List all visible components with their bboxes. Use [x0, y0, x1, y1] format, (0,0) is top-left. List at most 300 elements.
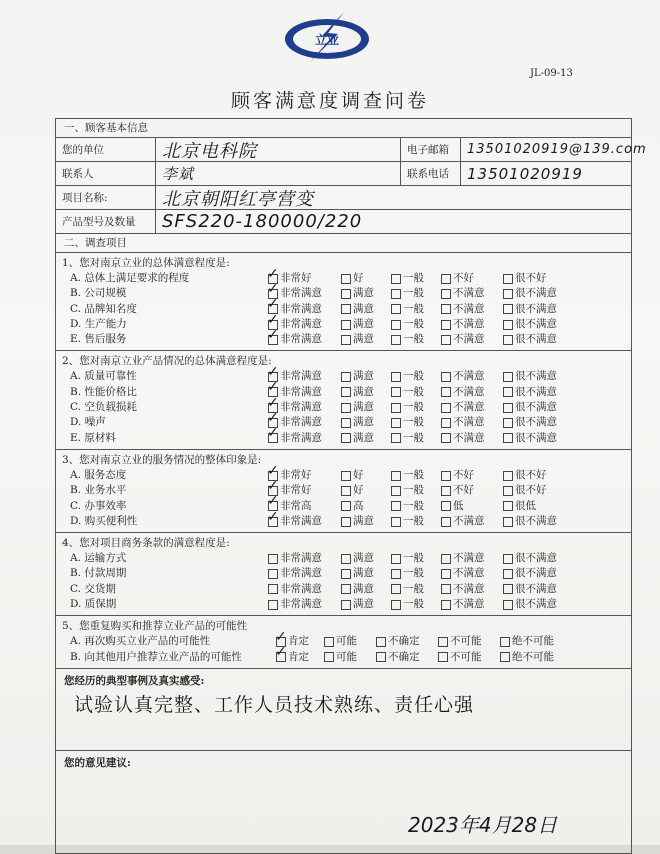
option-label: 非常满意 [280, 333, 322, 346]
suggestion-block [56, 751, 631, 853]
empty-box-icon [391, 320, 401, 330]
option-checkbox[interactable] [500, 634, 560, 649]
question-item [62, 582, 631, 597]
option-checkbox[interactable] [341, 566, 391, 581]
option-checkbox[interactable] [268, 286, 341, 301]
question-1 [56, 253, 631, 351]
question-title: 1、您对南京立业的总体满意程度是: [62, 257, 230, 269]
empty-box-icon [268, 600, 278, 610]
option-label: 非常满意 [280, 287, 322, 300]
option-label: 一般 [403, 416, 424, 429]
empty-box-icon [341, 486, 351, 496]
option-label: 绝不可能 [512, 650, 554, 663]
signature-date: 2023年4月28日 [408, 812, 558, 837]
item-label: A. 服务态度 [70, 468, 127, 481]
option-checkbox[interactable] [441, 400, 503, 415]
option-checkbox[interactable] [391, 483, 441, 498]
question-title: 4、您对项目商务条款的满意程度是: [62, 537, 230, 550]
empty-box-icon [441, 274, 451, 284]
empty-box-icon [324, 652, 334, 662]
model-value: SFS220-180000/220 [162, 211, 363, 232]
option-label: 好 [353, 484, 364, 497]
option-checkbox[interactable] [438, 634, 500, 649]
option-checkbox[interactable] [503, 385, 573, 400]
unit-field[interactable] [156, 138, 401, 161]
option-label: 很不满意 [515, 401, 557, 414]
empty-box-icon [341, 387, 351, 397]
option-checkbox[interactable] [268, 514, 341, 529]
option-checkbox[interactable] [441, 415, 503, 430]
option-checkbox[interactable] [503, 514, 573, 529]
empty-box-icon [268, 584, 278, 594]
option-checkbox[interactable] [341, 415, 391, 430]
option-checkbox[interactable] [441, 551, 503, 566]
option-checkbox[interactable] [441, 332, 503, 347]
empty-box-icon [441, 584, 451, 594]
empty-box-icon [391, 486, 401, 496]
empty-box-icon [391, 403, 401, 413]
empty-box-icon [441, 289, 451, 299]
option-checkbox[interactable] [341, 468, 391, 483]
question-item [62, 332, 631, 347]
option-label: 很不满意 [515, 582, 557, 595]
empty-box-icon [324, 637, 334, 647]
item-label: D. 质保期 [70, 598, 117, 611]
item-label: B. 公司规模 [70, 287, 127, 300]
option-label: 很不满意 [515, 317, 557, 330]
option-label: 满意 [353, 416, 374, 429]
empty-box-icon [503, 418, 513, 428]
suggestion-label: 您的意见建议: [64, 756, 131, 769]
empty-box-icon [503, 335, 513, 345]
option-checkbox[interactable] [268, 483, 341, 498]
empty-box-icon [503, 387, 513, 397]
option-checkbox[interactable] [341, 431, 391, 446]
option-label: 满意 [353, 287, 374, 300]
option-checkbox[interactable] [341, 514, 391, 529]
option-label: 不满意 [453, 302, 485, 315]
question-4 [56, 533, 631, 616]
option-checkbox[interactable] [441, 499, 503, 514]
option-label: 很不满意 [515, 598, 557, 611]
option-checkbox[interactable] [441, 514, 503, 529]
model-field[interactable] [156, 210, 631, 233]
empty-box-icon [441, 387, 451, 397]
item-label: A. 质量可靠性 [70, 370, 137, 383]
empty-box-icon [341, 320, 351, 330]
question-item [62, 514, 631, 529]
option-checkbox[interactable] [441, 317, 503, 332]
empty-box-icon [268, 554, 278, 564]
option-label: 不好 [453, 468, 474, 481]
option-checkbox[interactable] [441, 431, 503, 446]
item-label: A. 运输方式 [70, 552, 127, 565]
option-checkbox[interactable] [341, 400, 391, 415]
option-label: 不满意 [453, 385, 485, 398]
option-checkbox[interactable] [268, 582, 341, 597]
option-checkbox[interactable] [503, 415, 573, 430]
empty-box-icon [391, 289, 401, 299]
option-label: 好 [353, 468, 364, 481]
option-checkbox[interactable] [441, 582, 503, 597]
option-label: 非常满意 [280, 567, 322, 580]
option-checkbox[interactable] [503, 597, 573, 612]
option-label: 一般 [403, 385, 424, 398]
option-checkbox[interactable] [391, 332, 441, 347]
option-checkbox[interactable] [341, 483, 391, 498]
option-checkbox[interactable] [341, 597, 391, 612]
option-checkbox[interactable] [268, 431, 341, 446]
empty-box-icon [391, 554, 401, 564]
option-checkbox[interactable] [503, 483, 573, 498]
empty-box-icon [341, 584, 351, 594]
option-checkbox[interactable] [500, 650, 560, 665]
project-value: 北京朝阳红亭营变 [162, 188, 314, 210]
option-checkbox[interactable] [441, 566, 503, 581]
checked-box-icon [268, 433, 278, 443]
option-label: 一般 [403, 514, 424, 527]
option-checkbox[interactable] [268, 499, 341, 514]
empty-box-icon [503, 600, 513, 610]
option-label: 很不满意 [515, 514, 557, 527]
option-checkbox[interactable] [324, 650, 376, 665]
option-checkbox[interactable] [503, 317, 573, 332]
question-item [62, 369, 631, 384]
option-checkbox[interactable] [441, 385, 503, 400]
option-checkbox[interactable] [503, 400, 573, 415]
option-checkbox[interactable] [391, 400, 441, 415]
option-checkbox[interactable] [341, 582, 391, 597]
empty-box-icon [341, 403, 351, 413]
option-checkbox[interactable] [391, 514, 441, 529]
option-label: 一般 [403, 484, 424, 497]
item-label: C. 空负载损耗 [70, 401, 137, 414]
option-checkbox[interactable] [441, 468, 503, 483]
empty-box-icon [441, 418, 451, 428]
option-label: 很低 [515, 499, 536, 512]
option-label: 一般 [403, 272, 424, 284]
option-label: 一般 [403, 499, 424, 512]
option-checkbox[interactable] [268, 271, 341, 286]
empty-box-icon [391, 569, 401, 579]
option-checkbox[interactable] [503, 302, 573, 317]
empty-box-icon [503, 501, 513, 511]
item-label: D. 购买便利性 [70, 514, 138, 527]
option-label: 不满意 [453, 317, 485, 330]
question-item [62, 385, 631, 400]
question-title: 5、您重复购买和推荐立业产品的可能性 [62, 620, 248, 633]
option-label: 可能 [336, 635, 357, 648]
item-label: C. 交货期 [70, 582, 116, 595]
empty-box-icon [341, 501, 351, 511]
option-label: 非常好 [280, 468, 312, 481]
item-label: B. 向其他用户推荐立业产品的可能性 [70, 650, 242, 663]
question-2 [56, 351, 631, 449]
option-checkbox[interactable] [391, 302, 441, 317]
option-label: 不可能 [450, 635, 482, 648]
option-checkbox[interactable] [391, 551, 441, 566]
question-item [62, 499, 631, 514]
question-title: 3、您对南京立业的服务情况的整体印象是: [62, 453, 262, 466]
option-label: 很不好 [515, 272, 547, 284]
contact-field[interactable] [156, 162, 401, 185]
option-label: 不好 [453, 272, 474, 284]
empty-box-icon [441, 517, 451, 527]
option-checkbox[interactable] [391, 286, 441, 301]
empty-box-icon [441, 501, 451, 511]
option-checkbox[interactable] [341, 332, 391, 347]
email-value: 13501020919@139.com [467, 142, 647, 157]
model-label: 产品型号及数量 [56, 210, 156, 233]
option-label: 非常满意 [280, 598, 322, 611]
option-label: 满意 [353, 401, 374, 414]
option-checkbox[interactable] [503, 566, 573, 581]
option-label: 满意 [353, 598, 374, 611]
logo-text: 立业 [314, 33, 340, 47]
option-label: 很不好 [515, 468, 547, 481]
option-label: 不确定 [388, 650, 420, 663]
option-label: 一般 [403, 582, 424, 595]
empty-box-icon [391, 471, 401, 481]
empty-box-icon [500, 652, 510, 662]
option-label: 很不满意 [515, 552, 557, 565]
item-label: A. 总体上满足要求的程度 [70, 272, 190, 284]
option-checkbox[interactable] [391, 415, 441, 430]
option-label: 满意 [353, 431, 374, 444]
option-label: 非常好 [280, 272, 312, 284]
option-checkbox[interactable] [341, 499, 391, 514]
empty-box-icon [376, 652, 386, 662]
option-checkbox[interactable] [268, 400, 341, 415]
option-label: 非常高 [280, 499, 312, 512]
company-logo [282, 12, 372, 62]
option-checkbox[interactable] [341, 369, 391, 384]
option-label: 不满意 [453, 598, 485, 611]
option-label: 一般 [403, 370, 424, 383]
option-checkbox[interactable] [503, 431, 573, 446]
item-label: B. 业务水平 [70, 484, 127, 497]
option-checkbox[interactable] [503, 332, 573, 347]
option-label: 不满意 [453, 567, 485, 580]
option-checkbox[interactable] [391, 369, 441, 384]
option-label: 一般 [403, 468, 424, 481]
option-checkbox[interactable] [391, 468, 441, 483]
option-checkbox[interactable] [268, 415, 341, 430]
option-checkbox[interactable] [268, 468, 341, 483]
option-checkbox[interactable] [276, 650, 324, 665]
option-label: 很不满意 [515, 287, 557, 300]
option-checkbox[interactable] [503, 271, 573, 286]
option-label: 一般 [403, 287, 424, 300]
checked-box-icon [268, 335, 278, 345]
option-label: 不满意 [453, 416, 485, 429]
option-label: 非常满意 [280, 552, 322, 565]
empty-box-icon [503, 517, 513, 527]
empty-box-icon [268, 569, 278, 579]
option-checkbox[interactable] [341, 286, 391, 301]
option-checkbox[interactable] [341, 302, 391, 317]
option-checkbox[interactable] [391, 597, 441, 612]
experience-label: 您经历的典型事例及真实感受: [64, 674, 205, 687]
experience-value[interactable]: 试验认真完整、工作人员技术熟练、责任心强 [74, 693, 475, 716]
option-checkbox[interactable] [503, 582, 573, 597]
empty-box-icon [391, 274, 401, 284]
option-checkbox[interactable] [324, 634, 376, 649]
option-label: 满意 [353, 370, 374, 383]
option-checkbox[interactable] [341, 551, 391, 566]
option-label: 一般 [403, 401, 424, 414]
option-checkbox[interactable] [503, 499, 573, 514]
option-label: 满意 [353, 333, 374, 346]
question-item [62, 302, 631, 317]
empty-box-icon [441, 554, 451, 564]
section-survey: 二、调查项目 [56, 234, 631, 253]
option-label: 不满意 [453, 582, 485, 595]
contact-value: 李斌 [162, 165, 195, 183]
empty-box-icon [341, 517, 351, 527]
empty-box-icon [391, 387, 401, 397]
option-checkbox[interactable] [441, 286, 503, 301]
empty-box-icon [441, 433, 451, 443]
empty-box-icon [503, 486, 513, 496]
option-checkbox[interactable] [391, 385, 441, 400]
empty-box-icon [503, 584, 513, 594]
option-checkbox[interactable] [503, 369, 573, 384]
option-label: 非常满意 [280, 416, 322, 429]
phone-field[interactable] [461, 162, 631, 185]
option-checkbox[interactable] [268, 566, 341, 581]
empty-box-icon [438, 652, 448, 662]
empty-box-icon [503, 554, 513, 564]
empty-box-icon [441, 320, 451, 330]
option-label: 满意 [353, 302, 374, 315]
item-label: C. 品牌知名度 [70, 302, 137, 315]
empty-box-icon [503, 320, 513, 330]
empty-box-icon [441, 486, 451, 496]
item-label: E. 售后服务 [70, 333, 127, 346]
option-checkbox[interactable] [268, 597, 341, 612]
empty-box-icon [341, 418, 351, 428]
option-checkbox[interactable] [341, 271, 391, 286]
project-field[interactable] [156, 186, 631, 209]
option-label: 好 [353, 272, 364, 284]
phone-value: 13501020919 [467, 164, 583, 183]
option-checkbox[interactable] [503, 286, 573, 301]
option-checkbox[interactable] [391, 431, 441, 446]
empty-box-icon [503, 403, 513, 413]
question-item [62, 271, 631, 286]
option-checkbox[interactable] [441, 483, 503, 498]
option-label: 一般 [403, 552, 424, 565]
empty-box-icon [391, 304, 401, 314]
option-label: 很不满意 [515, 302, 557, 315]
empty-box-icon [341, 471, 351, 481]
question-item [62, 634, 631, 649]
survey-form [55, 118, 647, 854]
option-label: 绝不可能 [512, 635, 554, 648]
option-checkbox[interactable] [441, 369, 503, 384]
option-checkbox[interactable] [268, 332, 341, 347]
question-item [62, 566, 631, 581]
option-checkbox[interactable] [376, 650, 438, 665]
option-checkbox[interactable] [391, 317, 441, 332]
option-checkbox[interactable] [268, 385, 341, 400]
option-checkbox[interactable] [268, 317, 341, 332]
option-label: 满意 [353, 514, 374, 527]
option-label: 非常好 [280, 484, 312, 497]
option-checkbox[interactable] [441, 597, 503, 612]
item-label: B. 付款周期 [70, 567, 127, 580]
empty-box-icon [441, 471, 451, 481]
option-checkbox[interactable] [441, 271, 503, 286]
question-item [62, 468, 631, 483]
info-row-model [56, 210, 631, 234]
section-customer-info: 一、顾客基本信息 [56, 119, 631, 138]
option-label: 低 [453, 499, 464, 512]
option-label: 非常满意 [280, 317, 322, 330]
option-checkbox[interactable] [268, 369, 341, 384]
empty-box-icon [341, 600, 351, 610]
option-label: 非常满意 [280, 370, 322, 383]
option-checkbox[interactable] [391, 582, 441, 597]
option-checkbox[interactable] [391, 499, 441, 514]
option-checkbox[interactable] [376, 634, 438, 649]
option-checkbox[interactable] [341, 385, 391, 400]
option-checkbox[interactable] [441, 302, 503, 317]
option-checkbox[interactable] [438, 650, 500, 665]
option-checkbox[interactable] [391, 271, 441, 286]
email-field[interactable] [461, 138, 647, 161]
option-checkbox[interactable] [503, 551, 573, 566]
empty-box-icon [441, 335, 451, 345]
empty-box-icon [503, 289, 513, 299]
empty-box-icon [441, 372, 451, 382]
option-label: 不确定 [388, 635, 420, 648]
empty-box-icon [391, 501, 401, 511]
option-label: 非常满意 [280, 514, 322, 527]
option-checkbox[interactable] [391, 566, 441, 581]
form-code: JL-09-13 [530, 68, 573, 79]
info-row-contact [56, 162, 631, 186]
option-checkbox[interactable] [268, 551, 341, 566]
empty-box-icon [503, 274, 513, 284]
experience-block [56, 669, 631, 751]
question-title: 2、您对南京立业产品情况的总体满意程度是: [62, 355, 272, 368]
option-label: 一般 [403, 598, 424, 611]
empty-box-icon [391, 372, 401, 382]
option-label: 很不满意 [515, 567, 557, 580]
empty-box-icon [503, 471, 513, 481]
option-label: 非常满意 [280, 582, 322, 595]
item-label: B. 性能价格比 [70, 385, 137, 398]
question-item [62, 483, 631, 498]
item-label: D. 生产能力 [70, 317, 127, 330]
option-checkbox[interactable] [268, 302, 341, 317]
empty-box-icon [441, 304, 451, 314]
checked-box-icon [276, 652, 286, 662]
option-label: 很不满意 [515, 416, 557, 429]
option-checkbox[interactable] [341, 317, 391, 332]
empty-box-icon [391, 418, 401, 428]
option-checkbox[interactable] [503, 468, 573, 483]
option-label: 非常满意 [280, 385, 322, 398]
option-label: 肯定 [288, 650, 309, 663]
question-item [62, 597, 631, 612]
option-label: 非常满意 [280, 431, 322, 444]
email-label: 电子邮箱 [401, 138, 461, 161]
item-label: C. 办事效率 [70, 499, 127, 512]
unit-value: 北京电科院 [162, 140, 257, 162]
